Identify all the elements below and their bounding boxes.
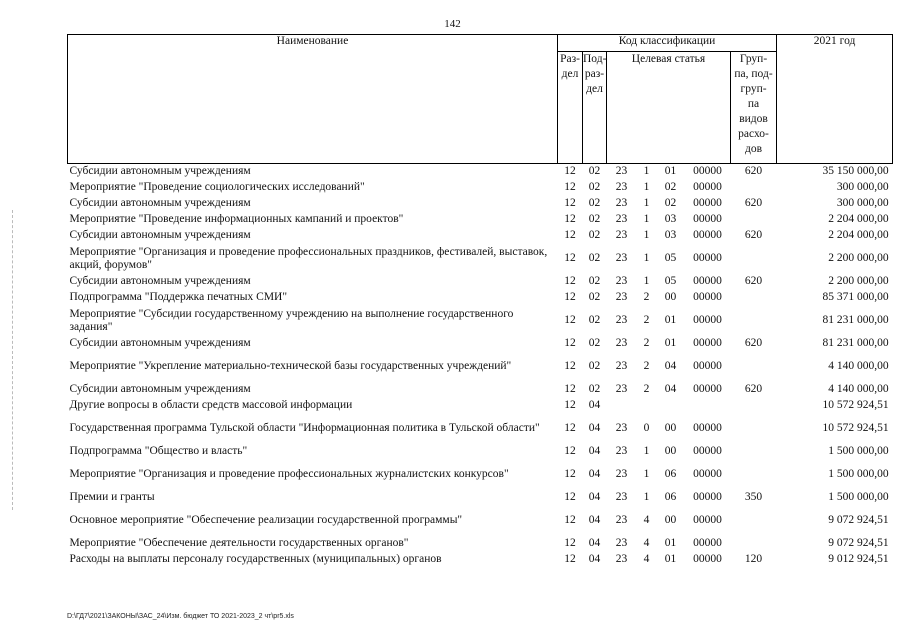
row-target-3: 01 (664, 337, 677, 349)
row-target-4 (685, 398, 731, 414)
header-name: Наименование (68, 35, 558, 164)
row-group: 620 (744, 337, 763, 349)
row-target-1: 23 (615, 275, 628, 287)
row-target-2: 1 (643, 445, 650, 457)
margin-marks (12, 210, 15, 510)
row-group: 350 (744, 491, 763, 503)
row-name: Государственная программа Тульской области "Информационная политика в Тульской области" (69, 422, 540, 434)
row-target-4: 00000 (693, 229, 722, 241)
row-podrazdel: 02 (588, 197, 601, 209)
row-target-1: 23 (615, 229, 628, 241)
row-podrazdel: 04 (588, 445, 601, 457)
row-target-2: 0 (643, 422, 650, 434)
row-target-2: 2 (643, 314, 650, 326)
row-podrazdel: 02 (588, 252, 601, 264)
row-razdel: 12 (564, 275, 576, 287)
table-row (68, 444, 893, 460)
row-podrazdel: 04 (588, 537, 601, 549)
row-target-4: 00000 (693, 213, 722, 225)
row-group: 620 (744, 383, 763, 395)
row-amount: 2 204 000,00 (828, 229, 889, 241)
row-amount: 1 500 000,00 (828, 468, 889, 480)
row-name: Другие вопросы в области средств массовой информации (69, 399, 353, 411)
header-podrazdel: Под- раз- дел (583, 52, 607, 164)
row-podrazdel: 02 (588, 291, 601, 303)
row-razdel: 12 (564, 468, 576, 480)
row-target-2: 4 (643, 553, 650, 565)
row-razdel: 12 (564, 445, 576, 457)
row-razdel: 12 (564, 213, 576, 225)
row-amount: 1 500 000,00 (828, 445, 889, 457)
table-row (68, 244, 893, 274)
table-row (68, 164, 893, 180)
row-razdel: 12 (564, 229, 576, 241)
row-group (731, 506, 777, 536)
row-target-1: 23 (615, 314, 628, 326)
row-target-4: 00000 (693, 553, 722, 565)
page-number: 142 (444, 18, 461, 30)
row-podrazdel: 02 (588, 165, 601, 178)
row-razdel: 12 (564, 314, 576, 326)
row-target-1: 23 (615, 213, 628, 225)
row-amount: 10 572 924,51 (822, 399, 889, 411)
row-target-2: 1 (643, 213, 650, 225)
row-amount: 81 231 000,00 (822, 337, 889, 349)
row-target-3: 00 (664, 445, 677, 457)
row-target-4: 00000 (693, 337, 722, 349)
row-name: Премии и гранты (69, 491, 155, 503)
row-target-3: 02 (664, 181, 677, 193)
row-name: Субсидии автономным учреждениям (69, 197, 251, 209)
row-podrazdel: 04 (588, 399, 601, 411)
table-row (68, 274, 893, 290)
table-row (68, 352, 893, 382)
header-year: 2021 год (777, 35, 893, 164)
row-target-3: 00 (664, 422, 677, 434)
row-target-3: 01 (664, 553, 677, 565)
row-target-1: 23 (615, 514, 628, 526)
row-group: 620 (744, 229, 763, 241)
row-target-1: 23 (615, 553, 628, 565)
row-razdel: 12 (564, 537, 576, 549)
row-razdel: 12 (564, 514, 576, 526)
row-name: Субсидии автономным учреждениям (69, 165, 251, 178)
row-amount: 85 371 000,00 (822, 291, 889, 303)
row-target-4: 00000 (693, 445, 722, 457)
row-target-4: 00000 (693, 197, 722, 209)
row-name: Субсидии автономным учреждениям (69, 275, 251, 287)
table-row (68, 336, 893, 352)
row-target-2 (637, 398, 657, 414)
row-target-3: 03 (664, 229, 677, 241)
row-target-1: 23 (615, 422, 628, 434)
row-target-3: 04 (664, 360, 677, 372)
row-amount: 4 140 000,00 (828, 383, 889, 395)
row-podrazdel: 04 (588, 514, 601, 526)
row-target-2: 1 (643, 181, 650, 193)
row-target-4: 00000 (693, 360, 722, 372)
row-name: Субсидии автономным учреждениям (69, 229, 251, 241)
row-target-2: 2 (643, 337, 650, 349)
row-podrazdel: 02 (588, 229, 601, 241)
row-podrazdel: 04 (588, 491, 601, 503)
row-podrazdel: 02 (588, 181, 601, 193)
row-name: Мероприятие "Обеспечение деятельности государственных органов" (69, 537, 409, 549)
table-row (68, 536, 893, 552)
table-row (68, 552, 893, 568)
row-razdel: 12 (564, 360, 576, 372)
budget-table (67, 34, 893, 568)
table-row (68, 398, 893, 414)
row-target-1: 23 (615, 337, 628, 349)
row-target-1: 23 (615, 165, 628, 178)
table-row (68, 460, 893, 490)
row-name: Расходы на выплаты персоналу государственных (муниципальных) органов (69, 553, 442, 565)
row-podrazdel: 02 (588, 360, 601, 372)
row-group: 620 (744, 275, 763, 287)
row-group (731, 444, 777, 460)
row-group (731, 306, 777, 336)
row-razdel: 12 (564, 181, 576, 193)
row-target-2: 1 (643, 252, 650, 264)
row-target-2: 4 (643, 514, 650, 526)
row-razdel: 12 (564, 337, 576, 349)
row-target-1: 23 (615, 445, 628, 457)
row-target-1: 23 (615, 181, 628, 193)
row-target-4: 00000 (693, 422, 722, 434)
row-target-3: 03 (664, 213, 677, 225)
row-group (731, 460, 777, 490)
row-podrazdel: 04 (588, 468, 601, 480)
row-amount: 1 500 000,00 (828, 491, 889, 503)
file-path-footer: D:\ГД7\2021\ЗАКОНЫ\ЗАС_24\Изм. бюджет ТО 2021-2023_2 чт\pr5.xls (67, 613, 294, 620)
row-razdel: 12 (564, 491, 576, 503)
row-amount: 2 200 000,00 (828, 275, 889, 287)
row-razdel: 12 (564, 197, 576, 209)
row-amount: 2 200 000,00 (828, 252, 889, 264)
row-target-4: 00000 (693, 314, 722, 326)
row-target-3: 05 (664, 275, 677, 287)
row-target-1: 23 (615, 252, 628, 264)
header-group: Груп- па, под- груп- па видов расхо- дов (731, 52, 777, 164)
row-target-1: 23 (615, 197, 628, 209)
row-target-3: 06 (664, 491, 677, 503)
row-podrazdel: 04 (588, 553, 601, 565)
row-target-2: 1 (643, 165, 650, 178)
row-group (731, 212, 777, 228)
row-razdel: 12 (564, 291, 576, 303)
row-target-3: 06 (664, 468, 677, 480)
table-row (68, 306, 893, 336)
row-target-4: 00000 (693, 275, 722, 287)
row-podrazdel: 02 (588, 383, 601, 395)
row-amount: 2 204 000,00 (828, 213, 889, 225)
table-row (68, 414, 893, 444)
row-target-2: 1 (643, 197, 650, 209)
row-name: Мероприятие "Проведение информационных кампаний и проектов" (69, 213, 404, 225)
row-razdel: 12 (564, 252, 576, 264)
row-amount: 81 231 000,00 (822, 314, 889, 326)
row-group (731, 398, 777, 414)
row-target-3 (657, 398, 685, 414)
row-target-1: 23 (615, 468, 628, 480)
row-target-2: 1 (643, 491, 650, 503)
row-amount: 9 012 924,51 (828, 553, 889, 565)
table-row (68, 490, 893, 506)
row-target-1: 23 (615, 291, 628, 303)
row-amount: 4 140 000,00 (828, 360, 889, 372)
row-target-4: 00000 (693, 252, 722, 264)
table-row (68, 180, 893, 196)
row-name: Подпрограмма "Общество и власть" (69, 445, 248, 457)
row-razdel: 12 (564, 422, 576, 434)
header-target: Целевая статья (607, 52, 731, 164)
row-name: Субсидии автономным учреждениям (69, 383, 251, 395)
row-group: 620 (744, 165, 763, 178)
row-group (731, 414, 777, 444)
row-name: Подпрограмма "Поддержка печатных СМИ" (69, 291, 288, 303)
row-razdel: 12 (564, 165, 576, 178)
row-target-3: 01 (664, 537, 677, 549)
row-podrazdel: 02 (588, 275, 601, 287)
row-group: 620 (744, 197, 763, 209)
table-row (68, 506, 893, 536)
row-target-3: 01 (664, 165, 677, 178)
row-amount: 300 000,00 (836, 197, 889, 209)
row-target-1: 23 (615, 491, 628, 503)
row-target-2: 2 (643, 360, 650, 372)
row-target-3: 04 (664, 383, 677, 395)
row-target-2: 2 (643, 383, 650, 395)
row-name: Мероприятие "Организация и проведение профессиональных праздников, фестивалей, выставок, акций, форумов" (69, 245, 548, 271)
row-target-2: 1 (643, 275, 650, 287)
row-razdel: 12 (564, 553, 576, 565)
row-podrazdel: 02 (588, 337, 601, 349)
row-name: Мероприятие "Субсидии государственному учреждению на выполнение государственного задания" (69, 307, 514, 333)
row-name: Мероприятие "Проведение социологических исследований" (69, 181, 365, 193)
row-name: Мероприятие "Организация и проведение профессиональных журналистских конкурсов" (69, 468, 509, 480)
row-target-4: 00000 (693, 468, 722, 480)
row-target-1: 23 (615, 537, 628, 549)
row-target-4: 00000 (693, 491, 722, 503)
row-group (731, 352, 777, 382)
row-group: 120 (744, 553, 763, 565)
row-group (731, 290, 777, 306)
row-amount: 10 572 924,51 (822, 422, 889, 434)
row-name: Субсидии автономным учреждениям (69, 337, 251, 349)
row-name: Мероприятие "Укрепление материально-технической базы государственных учреждений" (69, 360, 512, 372)
table-row (68, 382, 893, 398)
row-target-3: 01 (664, 314, 677, 326)
row-target-4: 00000 (693, 165, 722, 178)
row-target-4: 00000 (693, 514, 722, 526)
row-target-1: 23 (615, 360, 628, 372)
row-target-4: 00000 (693, 291, 722, 303)
row-group (731, 180, 777, 196)
row-target-2: 1 (643, 468, 650, 480)
row-target-4: 00000 (693, 537, 722, 549)
row-target-1: 23 (615, 383, 628, 395)
row-podrazdel: 02 (588, 213, 601, 225)
row-target-2: 1 (643, 229, 650, 241)
row-razdel: 12 (564, 383, 576, 395)
header-code: Код классификации (558, 35, 777, 52)
row-target-3: 00 (664, 514, 677, 526)
row-target-3: 05 (664, 252, 677, 264)
row-podrazdel: 04 (588, 422, 601, 434)
table-row (68, 196, 893, 212)
header-razdel: Раз- дел (558, 52, 583, 164)
row-group (731, 536, 777, 552)
row-target-3: 00 (664, 291, 677, 303)
row-target-4: 00000 (693, 383, 722, 395)
row-target-4: 00000 (693, 181, 722, 193)
table-row (68, 212, 893, 228)
row-amount: 300 000,00 (836, 181, 889, 193)
row-amount: 9 072 924,51 (828, 514, 889, 526)
table-row (68, 228, 893, 244)
row-razdel: 12 (564, 399, 576, 411)
row-amount: 9 072 924,51 (828, 537, 889, 549)
row-group (731, 244, 777, 274)
row-podrazdel: 02 (588, 314, 601, 326)
row-target-2: 2 (643, 291, 650, 303)
table-row (68, 290, 893, 306)
row-amount: 35 150 000,00 (822, 165, 889, 178)
row-target-2: 4 (643, 537, 650, 549)
row-target-1 (607, 398, 637, 414)
row-target-3: 02 (664, 197, 677, 209)
row-name: Основное мероприятие "Обеспечение реализации государственной программы" (69, 514, 463, 526)
